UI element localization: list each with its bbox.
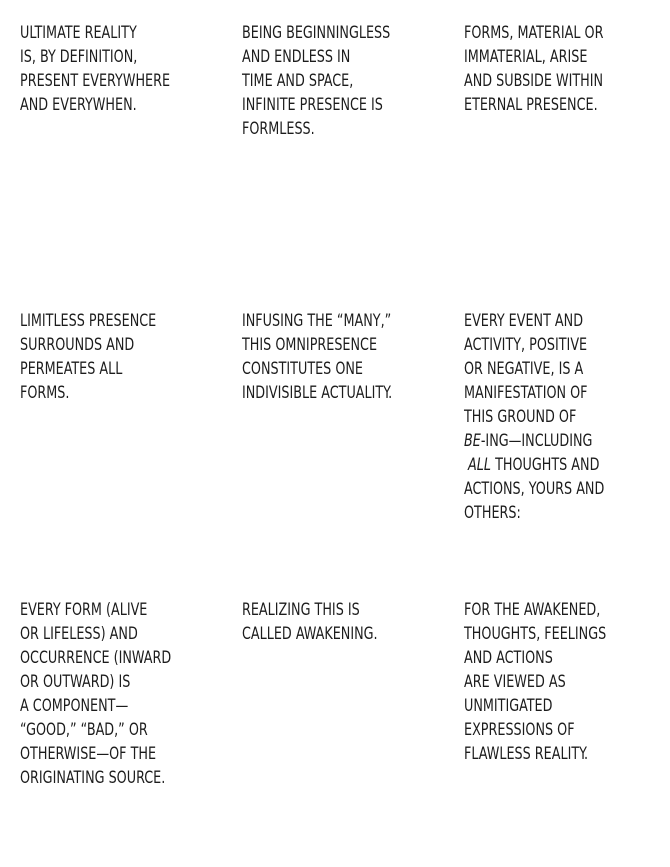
text-line: INFINITE PRESENCE IS: [242, 95, 383, 114]
text-block-2: [242, 21, 442, 141]
text-fragment: -ING—INCLUDING: [480, 431, 593, 450]
text-line-mixed: [464, 429, 636, 453]
text-block-8: [242, 598, 442, 646]
text-line: SURROUNDS AND: [20, 335, 135, 354]
text-line: THOUGHTS, FEELINGS: [464, 624, 607, 643]
italic-word: BE: [464, 431, 481, 450]
text-block-1: [20, 21, 220, 117]
text-line: ORIGINATING SOURCE.: [20, 768, 166, 787]
text-line: UNMITIGATED: [464, 696, 553, 715]
text-line: A COMPONENT—: [20, 696, 129, 715]
text-line: ARE VIEWED AS: [464, 672, 566, 691]
text-line: FLAWLESS REALITY.: [464, 744, 589, 763]
text-block-7: [20, 598, 220, 790]
italic-word: ALL: [468, 455, 492, 474]
text-line: OR LIFELESS) AND: [20, 624, 138, 643]
text-line: ACTIVITY, POSITIVE: [464, 335, 588, 354]
text-line: FOR THE AWAKENED,: [464, 600, 601, 619]
text-line: ACTIONS, YOURS AND: [464, 479, 605, 498]
text-line: INDIVISIBLE ACTUALITY.: [242, 383, 393, 402]
text-line: AND SUBSIDE WITHIN: [464, 71, 604, 90]
text-line: OR OUTWARD) IS: [20, 672, 131, 691]
text-line: FORMS.: [20, 383, 70, 402]
text-fragment: THOUGHTS AND: [491, 455, 600, 474]
text-line: “GOOD,” “BAD,” OR: [20, 720, 148, 739]
text-line: IMMATERIAL, ARISE: [464, 47, 588, 66]
text-line: OTHERS:: [464, 503, 521, 522]
text-line: LIMITLESS PRESENCE: [20, 311, 157, 330]
text-line: PERMEATES ALL: [20, 359, 123, 378]
text-line: AND EVERYWHEN.: [20, 95, 137, 114]
text-line: CONSTITUTES ONE: [242, 359, 364, 378]
text-line: OR NEGATIVE, IS A: [464, 359, 584, 378]
text-line: FORMS, MATERIAL OR: [464, 23, 604, 42]
text-line: ETERNAL PRESENCE.: [464, 95, 598, 114]
text-line: ULTIMATE REALITY: [20, 23, 137, 42]
text-line: THIS GROUND OF: [464, 407, 577, 426]
text-line: AND ACTIONS: [464, 648, 553, 667]
text-line: FORMLESS.: [242, 119, 315, 138]
text-line-mixed: [464, 453, 636, 477]
text-line: PRESENT EVERYWHERE: [20, 71, 171, 90]
text-line: INFUSING THE “MANY,”: [242, 311, 392, 330]
text-block-5: [242, 309, 442, 405]
text-block-9: [464, 598, 664, 766]
text-line: CALLED AWAKENING.: [242, 624, 378, 643]
text-line: OTHERWISE—OF THE: [20, 744, 157, 763]
text-line: TIME AND SPACE,: [242, 71, 354, 90]
text-line: IS, BY DEFINITION,: [20, 47, 138, 66]
text-block-3: [464, 21, 664, 117]
text-line: EVERY EVENT AND: [464, 311, 584, 330]
text-line: EXPRESSIONS OF: [464, 720, 575, 739]
text-line: REALIZING THIS IS: [242, 600, 360, 619]
text-line: BEING BEGINNINGLESS: [242, 23, 391, 42]
text-line: AND ENDLESS IN: [242, 47, 351, 66]
text-line: OCCURRENCE (INWARD: [20, 648, 172, 667]
text-line: EVERY FORM (ALIVE: [20, 600, 148, 619]
text-line: MANIFESTATION OF: [464, 383, 588, 402]
text-block-4: [20, 309, 220, 405]
text-block-6: [464, 309, 664, 525]
text-line: THIS OMNIPRESENCE: [242, 335, 378, 354]
